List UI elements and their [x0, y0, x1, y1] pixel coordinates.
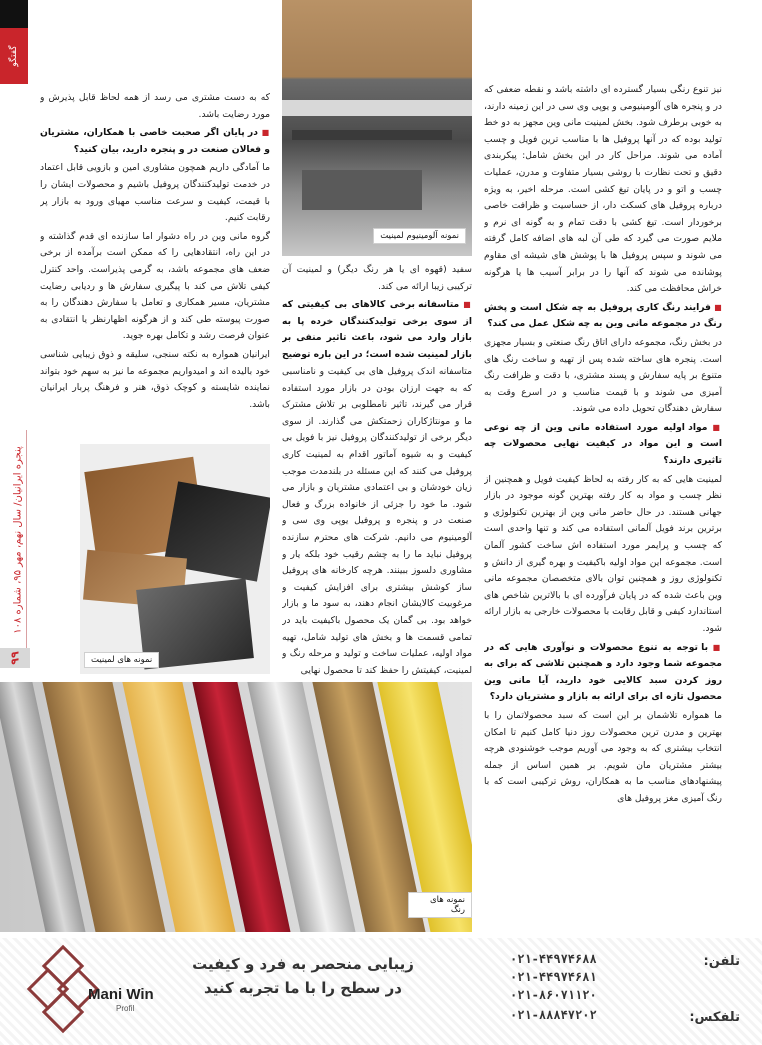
- photo-caption: نمونه آلومینیوم لمینیت: [373, 228, 466, 244]
- slogan-line: زیبایی منحصر به فرد و کیفیت: [192, 955, 414, 973]
- side-issue-text: پنجره ایرانیان/ سال نهم، مهر ۹۵، شماره ۱۰۸: [12, 446, 24, 634]
- aluminum-laminate-photo: [282, 0, 472, 256]
- body-paragraph: نیز تنوع رنگی بسیار گسترده ای داشته باشد و نقطه ضعفی که در و پنجره های آلومینیومی و یوپی وی سی در این زمینه دارند، به خوبی برطرف شود. بخش لمینیت مانی وین مجهز به دو خط تولید بوده که در آنها پروفیل ها با مناسب ترین فویل و چسب آماده می شوند. مراحل کار در این بخش شامل: پیکربندی دقیق و تحت نظارت با روشی بسیار متفاوت و مدرن، عملیات چسب و اتو و در پایان تیغ کشی است. مرحله اخیر، به ویژه درباره پروفیل های کسکت دار، از حساسیت و ظرافت خاصی برخوردار است. تیغ کشی با دقت تمام و به گونه ای نرم و ملایم صورت می گیرد که طی آن لبه های اضافه کامل گرفته می شوند و سپس پروفیل ها با پوشش های شیشه ای مقاوم پوشانده می شوند که آنها را در برابر آسیب ها یا هرگونه خراش محافظت می کند.: [484, 84, 722, 295]
- page-number-text: ۹۹: [8, 651, 22, 665]
- side-divider: [26, 430, 27, 655]
- text-column-right: [484, 82, 722, 930]
- body-paragraph: ما همواره تلاشمان بر این است که سبد محصولاتمان را با بهترین و مدرن ترین محصولات روز دنیا کامل کنیم تا امکان انتخاب بیشتری که به وجود می آوریم موجب خوشنودی هرچه بیشتر مشتریان مان شویم. بر همین اساس از جمله پیشنهادهای مناسب ما به همکاران، روش ترکیبی است که با رنگ آمیزی مغز پروفیل های: [484, 709, 722, 804]
- body-paragraph: سفید (قهوه ای یا هر رنگ دیگر) و لمینیت آن ترکیبی زیبا ارائه می کند.: [282, 264, 472, 292]
- fax-number: ۰۲۱-۸۸۸۴۷۲۰۲: [510, 1008, 597, 1022]
- photo-caption: نمونه های لمینیت: [84, 652, 159, 668]
- text-column-middle: [282, 364, 472, 676]
- body-paragraph: متاسفانه اندک پروفیل های بی کیفیت و نامناسبی که به جهت ارزان بودن در بازار مورد استفاده قرار می گیرند، تاثیر نامطلوبی بر تلاش مشترک ما و مونتاژکاران زحمتکش می گذارند. از سوی دیگر برخی از تولیدکنندگان پروفیل نیز با فویل بی کیفیت و به شیوه آماتور اقدام به لمینیت کاری پروفیل می کنند که این مسئله در بلندمدت موجب زیان خودشان و بی اعتمادی مشتریان و بازار می شود. ما خود را جزئی از خانواده بزرگ و فعال صنعت در و پنجره و پروفیل یوپی وی سی و آلومینیوم می دانیم. شرکت های محترم سازنده پروفیل نباید ما را به چشم رقیب خود بلکه یار و مشاوری دلسوز ببینند. هرچه کارخانه های پروفیل ساز کوشش بیشتری برای افزایش کیفیت و مرغوبیت کالایشان انجام دهند، به سود ما و بازار خواهد بود. بی گمان یک محصول باکیفیت باید در تمامی قسمت ها و بخش های تولید شامل، تهیه مواد اولیه، عملیات ساخت و تولید و مرحله رنگ و لمینیت، کیفیتش را حفظ کند تا محصول نهایی: [282, 366, 472, 676]
- question-paragraph: ■ مواد اولیه مورد استفاده مانی وین از چه نوعی است و این مواد در کیفیت نهایی محصولات چه تاثیری دارند؟: [484, 420, 722, 470]
- body-paragraph: گروه مانی وین در راه دشوار اما سازنده ای قدم گذاشته و در این راه، انتقادهایی را که ممکن است برآمده از برخی ضعف های مجموعه باشد، به گرمی پذیراست. واحد کنترل کیفی تلاش می کند با پیگیری سفارش ها و ردیابی رضایت مشتریان، مسیر همکاری و تعامل با سفارش دهندگان را به صورت پیوسته طی کند و از هرگونه اظهارنظر یا انتقادی به عنوان فرصت رشد و تکامل بهره جوید.: [40, 230, 270, 342]
- question-paragraph: ■ فرایند رنگ کاری پروفیل به چه شکل است و پخش رنگ در مجموعه مانی وین به چه شکل عمل می کند؟: [484, 300, 722, 333]
- phone-number: ۰۲۱-۸۶۰۷۱۱۲۰: [510, 988, 597, 1002]
- laminate-samples-photo: [80, 444, 270, 674]
- color-samples-photo: [0, 682, 472, 932]
- question-paragraph: ■ با توجه به تنوع محصولات و نوآوری هایی که در مجموعه شما وجود دارد و همچنین تلاشی که برای به روز کردن سبد کالایی خود دارید، آیا مانی وین محصول تازه ای برای ارائه به بازار و مشتریان دارد؟: [484, 640, 722, 706]
- slogan: [178, 952, 428, 1000]
- section-tag-label: گفتگو: [9, 45, 19, 67]
- slogan-line: در سطح را با ما تجربه کنید: [204, 979, 402, 997]
- section-tag: [0, 28, 28, 84]
- profile-rail: [302, 170, 422, 210]
- body-paragraph: در بخش رنگ، مجموعه دارای اتاق رنگ صنعتی و بسیار مجهزی است. پنجره های ساخته شده پس از تهیه و ساخت رنگ های متنوع بر پایه سفارش و پسند مشتری، با دقت و ظرافت رنگ آمیزی می شوند و با قیمت مناسب و در اسرع وقت به سفارش دهندگان تحویل داده می شوند.: [484, 336, 722, 415]
- side-issue-label: [8, 430, 28, 650]
- text-column-left: [40, 90, 270, 440]
- fax-label: تلفکس:: [689, 1010, 740, 1025]
- body-paragraph: که به دست مشتری می رسد از همه لحاظ قابل پذیرش و مورد رضایت باشد.: [40, 92, 270, 120]
- phone-number: ۰۲۱-۴۴۹۷۴۶۸۱: [510, 970, 597, 984]
- question-paragraph: ■ در پایان اگر صحبت خاصی با همکاران، مشتریان و فعالان صنعت در و پنجره دارید، بیان کنید؟: [40, 125, 270, 158]
- text-column-middle-top: [282, 262, 472, 362]
- page-number: [0, 648, 30, 668]
- brand-subtitle: Profil: [116, 1004, 135, 1013]
- profile-rail: [282, 100, 472, 116]
- question-paragraph: ■ متاسفانه برخی کالاهای بی کیفیتی که از سوی برخی تولیدکنندگان خرده پا به بازار وارد می شود، باعث تاثیر منفی بر بازار لمینیت شده است؛ در این باره توضیح: [282, 297, 472, 362]
- brand-name: Mani Win: [88, 986, 154, 1003]
- mani-win-logo: [28, 946, 158, 1036]
- body-paragraph: ما آمادگی داریم همچون مشاوری امین و بازویی قابل اعتماد در خدمت تولیدکنندگان پروفیل باشیم و محصولات ایشان را با قیمت، کیفیت و سرعت مناسب مهیای ورود به بازار پر رقابت کنیم.: [40, 162, 270, 224]
- corner-block: [0, 0, 28, 28]
- contact-info: [440, 948, 740, 1038]
- photo-caption: نمونه های رنگ: [408, 892, 472, 918]
- phone-label: تلفن:: [703, 954, 740, 969]
- body-paragraph: ایرانیان همواره به نکته سنجی، سلیقه و ذوق زیبایی شناسی خود بالیده اند و امیدواریم مجموعه ما نیز به سهم خود بتواند نماینده شایسته و کوچک ذوق، هنر و فرهنگ پربار ایرانیان باشد.: [40, 348, 270, 410]
- advert-footer: [0, 938, 762, 1045]
- body-paragraph: لمینیت هایی که به کار رفته به لحاظ کیفیت فویل و همچنین از نظر چسب و مواد به کار رفته بهترین گونه موجود در بازار جهانی هستند. در حال حاضر مانی وین از بهترین تکنولوژی و برترین برند فویل آلمانی استفاده می کند و تنها واحدی است که چسب و پرایمر مورد استفاده اش ساخت کشور آلمان است. مجموعه این مواد اولیه باکیفیت و بهره گیری از دانش و تکنولوژی روز و همچنین توان بالای متخصصان مجموعه مانی وین باعث شده که در پایان فرآورده ای با بالاترین شاخص های استاندارد کیفی و قابل رقابت با محصولات خارجی به بازار ارائه شود.: [484, 473, 722, 634]
- profile-rail: [292, 130, 452, 140]
- phone-number: ۰۲۱-۴۴۹۷۴۶۸۸: [510, 952, 597, 966]
